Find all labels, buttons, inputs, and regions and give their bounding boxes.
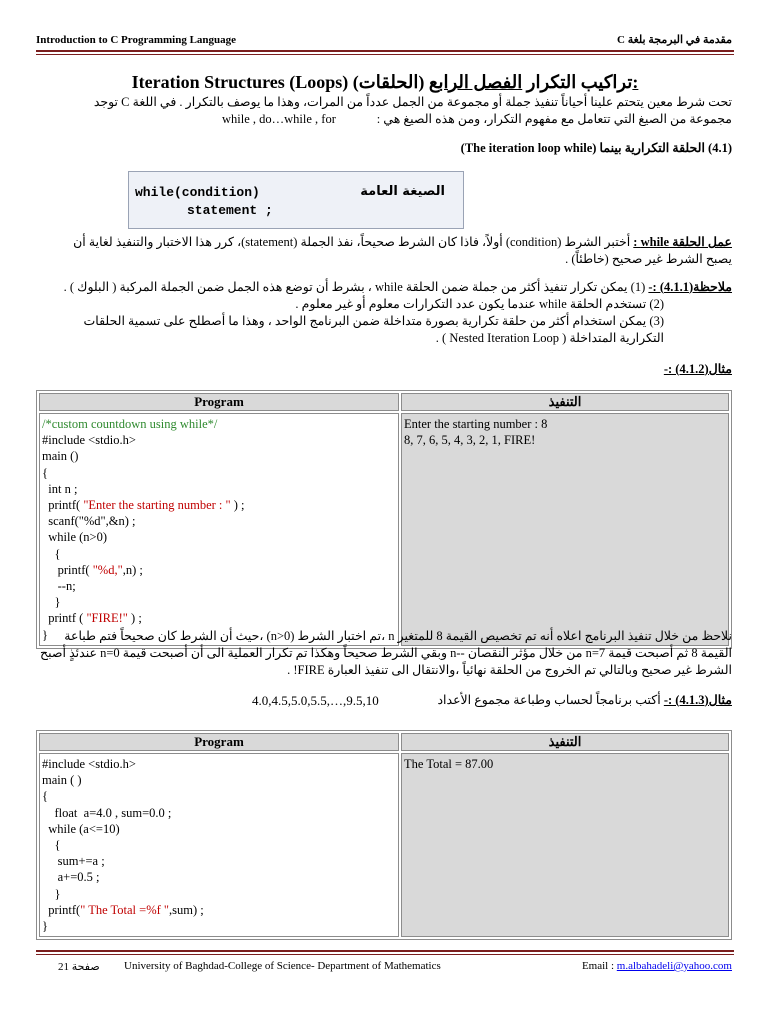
title-english: Iteration Structures (Loops) (131, 72, 349, 92)
example-4-1-3-text: أكتب برنامجاً لحساب وطباعة مجموع الأعداد (437, 693, 661, 707)
code-line: main () (42, 449, 79, 464)
explanation-line-2: القيمة 8 ثم أصبحت قيمة n=7 من خلال مؤثر النقصان --n وبقي الشرط صحيحاً وهكذا تم تكرار العملية الى أن أصبحت قيمة n=0 عندئذٍ أصبح (40, 646, 732, 660)
while-work-text-1: أختبر الشرط (condition) أولاً، فاذا كان الشرط صحيحاً، نفذ الجملة (statement)، كرر هذا الاختبار والتنفيذ لغاية أن (73, 235, 631, 249)
note-label: ملاحظة(4.1.1) :- (648, 280, 732, 294)
note-item-3b: التكرارية المتداخلة ( Nested Iteration Loop ) . (435, 331, 664, 345)
title-arabic-loops: (الحلقات) (352, 72, 425, 92)
header-right-title: مقدمة في البرمجة بلغة C (617, 34, 732, 46)
note-item-1-text: (1) يمكن تكرار تنفيذ أكثر من جملة ضمن الحلقة while ، بشرط أن توضع هذه الجمل ضمن الجملة المركبة ( البلوك ) . (63, 280, 646, 294)
code-line: { (42, 546, 61, 561)
code-line (42, 610, 396, 626)
code-listing-2 (42, 756, 396, 934)
output-cell-2 (401, 753, 729, 937)
code-cell (39, 413, 399, 646)
intro-line-1: تحت شرط معين يتحتم علينا أحياناً تنفيذ جملة أو مجموعة من الجمل عدداً من المرات، وهذا ما يوصف بالتكرار . في اللغة C توجد (93, 95, 732, 109)
while-work-line-2: يصبح الشرط غير صحيح (خاطئاً) . (565, 252, 732, 266)
code-line (42, 562, 396, 578)
footer-rule (36, 950, 734, 952)
output-line: The Total = 87.00 (404, 757, 494, 771)
col-program-header: Program (39, 393, 399, 411)
section-4-1-english: (The iteration loop while) (460, 141, 597, 155)
code-text: ) ; (230, 498, 245, 513)
code-line: float a=4.0 , sum=0.0 ; (42, 805, 172, 820)
code-cell-2 (39, 753, 399, 937)
footer-rule-thin (36, 954, 734, 955)
section-4-1-arabic: (4.1) الحلقة التكرارية بينما (599, 141, 732, 155)
output-listing (404, 416, 726, 448)
code-listing (42, 416, 396, 643)
header-rule-thin (36, 54, 734, 55)
title-arabic-structures: تراكيب التكرار (526, 72, 633, 92)
col-exec-header-2: التنفيذ (401, 733, 729, 751)
code-line: { (42, 789, 48, 804)
header-left-title: Introduction to C Programming Language (36, 34, 237, 46)
example-4-1-2-table (36, 390, 732, 649)
code-line (42, 497, 396, 513)
code-text: ,n) ; (122, 562, 143, 577)
chapter-title (36, 72, 734, 93)
header-rule (36, 50, 734, 52)
code-comment: /*custom countdown using while*/ (42, 417, 218, 431)
title-arabic-chapter: الفصل الرابع: (428, 72, 639, 92)
note-item-1 (32, 279, 732, 296)
intro-line-2: مجموعة من الصيغ التي تتعامل مع مفهوم التكرار، ومن هذه الصيغ هي : (376, 112, 732, 126)
example-4-1-3-line (437, 692, 732, 709)
code-string-literal: "FIRE!" (86, 611, 128, 626)
footer-email (582, 960, 732, 972)
explanation-line-1: نلاحظ من خلال تنفيذ البرنامج اعلاه أنه تم تخصيص القيمة 8 للمتغير n ،تم اختبار الشرط (n>0) ،حيث أن الشرط كان صحيحاً فتم طباعة (64, 629, 732, 643)
syntax-label: الصيغة العامة (360, 184, 445, 199)
section-4-1-heading (32, 140, 732, 157)
footer-page-number: صفحة 21 (58, 961, 100, 973)
email-link[interactable]: m.albahadeli@yahoo.com (616, 960, 732, 972)
code-text: printf ( (42, 611, 87, 626)
output-listing-2 (404, 756, 726, 772)
code-line: #include <stdio.h> (42, 433, 136, 448)
code-line: } (42, 627, 48, 642)
code-line: } (42, 919, 48, 934)
footer-university: University of Baghdad-College of Science- Department of Mathematics (124, 960, 441, 972)
code-line: while (n>0) (42, 530, 108, 545)
code-text: printf( (42, 562, 93, 577)
explanation-line-3: الشرط غير صحيح وبالتالي تم الخروج من الحلقة نهائياً ،والانتقال الى تنفيذ العبارة FIRE! . (287, 663, 732, 677)
syntax-line-1: while(condition) (135, 185, 260, 200)
code-line: #include <stdio.h> (42, 757, 136, 771)
col-exec-header: التنفيذ (401, 393, 729, 411)
while-work-line-1 (32, 234, 732, 251)
code-line: int n ; (42, 481, 78, 496)
code-line: a+=0.5 ; (42, 870, 100, 885)
code-line: scanf("%d",&n) ; (42, 514, 136, 529)
col-program-header-2: Program (39, 733, 399, 751)
note-item-3: (3) يمكن استخدام أكثر من حلقة تكرارية بصورة متداخلة ضمن البرنامج الواحد ، وهذا ما أصطلح على تسمية الحلقات (83, 314, 664, 328)
example-4-1-3-series: 4.0,4.5,5.0,5.5,…,9.5,10 (252, 693, 379, 708)
code-string-literal: "Enter the starting number : " (83, 498, 231, 513)
syntax-line-2: statement ; (187, 203, 273, 218)
code-text: ) ; (127, 611, 142, 626)
code-line: while (a<=10) (42, 821, 120, 836)
code-line: --n; (42, 579, 76, 594)
output-line: 8, 7, 6, 5, 4, 3, 2, 1, FIRE! (404, 433, 536, 448)
code-string-literal: "%d," (92, 562, 123, 577)
code-line (42, 902, 396, 918)
code-line: { (42, 465, 48, 480)
code-line: main ( ) (42, 773, 82, 788)
code-line: { (42, 838, 61, 853)
while-work-label: عمل الحلقة while : (633, 235, 732, 249)
intro-keywords: while , do…while , for (222, 112, 336, 126)
syntax-box (128, 171, 464, 229)
code-line: sum+=a ; (42, 854, 105, 869)
example-4-1-3-table (36, 730, 732, 940)
note-item-2: (2) تستخدم الحلقة while عندما يكون عدد التكرارات معلوم أو غير معلوم . (295, 297, 664, 311)
output-line: Enter the starting number : 8 (404, 417, 548, 431)
example-4-1-2-label: مثال(4.1.2) :- (663, 362, 732, 376)
code-text: ,sum) ; (169, 902, 204, 917)
code-text: printf( (42, 498, 84, 513)
footer-email-label: Email : (581, 960, 615, 972)
output-cell (401, 413, 729, 646)
code-line: } (42, 595, 61, 610)
code-line: } (42, 886, 61, 901)
code-string-literal: " The Total =%f " (80, 902, 170, 917)
code-text: printf( (42, 902, 81, 917)
example-4-1-3-label: مثال(4.1.3) :- (663, 693, 732, 707)
